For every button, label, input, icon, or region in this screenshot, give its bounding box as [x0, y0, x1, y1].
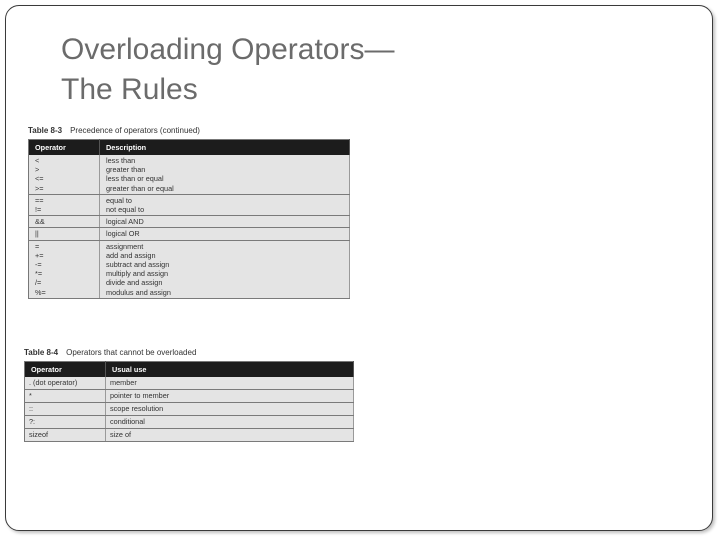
operator-symbol: -=	[35, 260, 42, 270]
operator-description: multiply and assign	[106, 269, 169, 279]
non-overloadable-operators-table	[24, 361, 354, 442]
operator-cell	[29, 216, 100, 228]
description-cell	[100, 155, 350, 194]
slide-title-line-1: Overloading Operators—	[61, 33, 395, 66]
description-cell	[100, 228, 350, 240]
table-header-row	[29, 140, 350, 156]
column-header-operator: Operator	[29, 140, 100, 156]
operator-description: modulus and assign	[106, 287, 171, 297]
table-8-3-caption	[28, 125, 350, 139]
operator-symbol: %=	[35, 287, 46, 297]
table-row	[29, 194, 350, 215]
operator-symbol: ||	[35, 229, 39, 239]
table-row	[25, 377, 354, 390]
usual-use-cell: pointer to member	[106, 390, 354, 403]
slide-title-line-2: The Rules	[61, 73, 198, 106]
table-8-3-caption-label: Table 8-3	[28, 126, 63, 135]
table-header-row	[25, 362, 354, 378]
column-header-description: Description	[100, 140, 350, 156]
operator-description: greater than	[106, 165, 146, 175]
description-cell	[100, 194, 350, 215]
table-row	[25, 403, 354, 416]
table-row	[25, 390, 354, 403]
operator-symbol: ==	[35, 195, 44, 205]
operator-symbol: =	[35, 241, 40, 251]
operator-description: logical AND	[106, 217, 144, 227]
operator-description: less than	[106, 156, 136, 165]
operator-precedence-table-block	[28, 125, 350, 299]
table-row	[29, 240, 350, 298]
table-8-4-caption	[24, 347, 354, 361]
operator-symbol: !=	[35, 205, 42, 215]
operator-description: logical OR	[106, 229, 140, 239]
column-header-operator: Operator	[25, 362, 106, 378]
operator-description: equal to	[106, 195, 132, 205]
operator-description: less than or equal	[106, 174, 164, 184]
table-8-4-caption-label: Table 8-4	[24, 348, 59, 357]
table-row	[29, 216, 350, 228]
operator-symbol: *=	[35, 269, 43, 279]
table-8-4-caption-text: Operators that cannot be overloaded	[66, 348, 197, 357]
operator-cell: ?:	[25, 416, 106, 429]
operator-symbol: &&	[35, 217, 45, 227]
operator-cell: . (dot operator)	[25, 377, 106, 390]
operator-description: assignment	[106, 241, 144, 251]
table-row	[25, 429, 354, 442]
operator-cell: *	[25, 390, 106, 403]
operator-cell	[29, 228, 100, 240]
table-row	[29, 228, 350, 240]
slide-title	[61, 30, 395, 110]
operator-cell: sizeof	[25, 429, 106, 442]
operator-description: subtract and assign	[106, 260, 170, 270]
operator-symbol: <	[35, 156, 40, 165]
description-cell	[100, 216, 350, 228]
non-overloadable-operators-table-block	[24, 347, 354, 442]
description-cell	[100, 240, 350, 298]
usual-use-cell: member	[106, 377, 354, 390]
usual-use-cell: scope resolution	[106, 403, 354, 416]
operator-symbol: >=	[35, 183, 44, 193]
table-row	[29, 155, 350, 194]
operator-symbol: <=	[35, 174, 44, 184]
operator-description: greater than or equal	[106, 183, 174, 193]
operator-cell	[29, 155, 100, 194]
operator-cell	[29, 240, 100, 298]
table-row	[25, 416, 354, 429]
operator-cell	[29, 194, 100, 215]
operator-symbol: >	[35, 165, 40, 175]
operator-symbol: /=	[35, 278, 42, 288]
operator-description: not equal to	[106, 205, 145, 215]
operator-cell: ::	[25, 403, 106, 416]
table-8-3-caption-text: Precedence of operators (continued)	[70, 126, 200, 135]
operator-description: add and assign	[106, 250, 156, 260]
operator-precedence-table	[28, 139, 350, 299]
operator-symbol: +=	[35, 250, 44, 260]
operator-description: divide and assign	[106, 278, 163, 288]
column-header-usual-use: Usual use	[106, 362, 354, 378]
usual-use-cell: size of	[106, 429, 354, 442]
usual-use-cell: conditional	[106, 416, 354, 429]
